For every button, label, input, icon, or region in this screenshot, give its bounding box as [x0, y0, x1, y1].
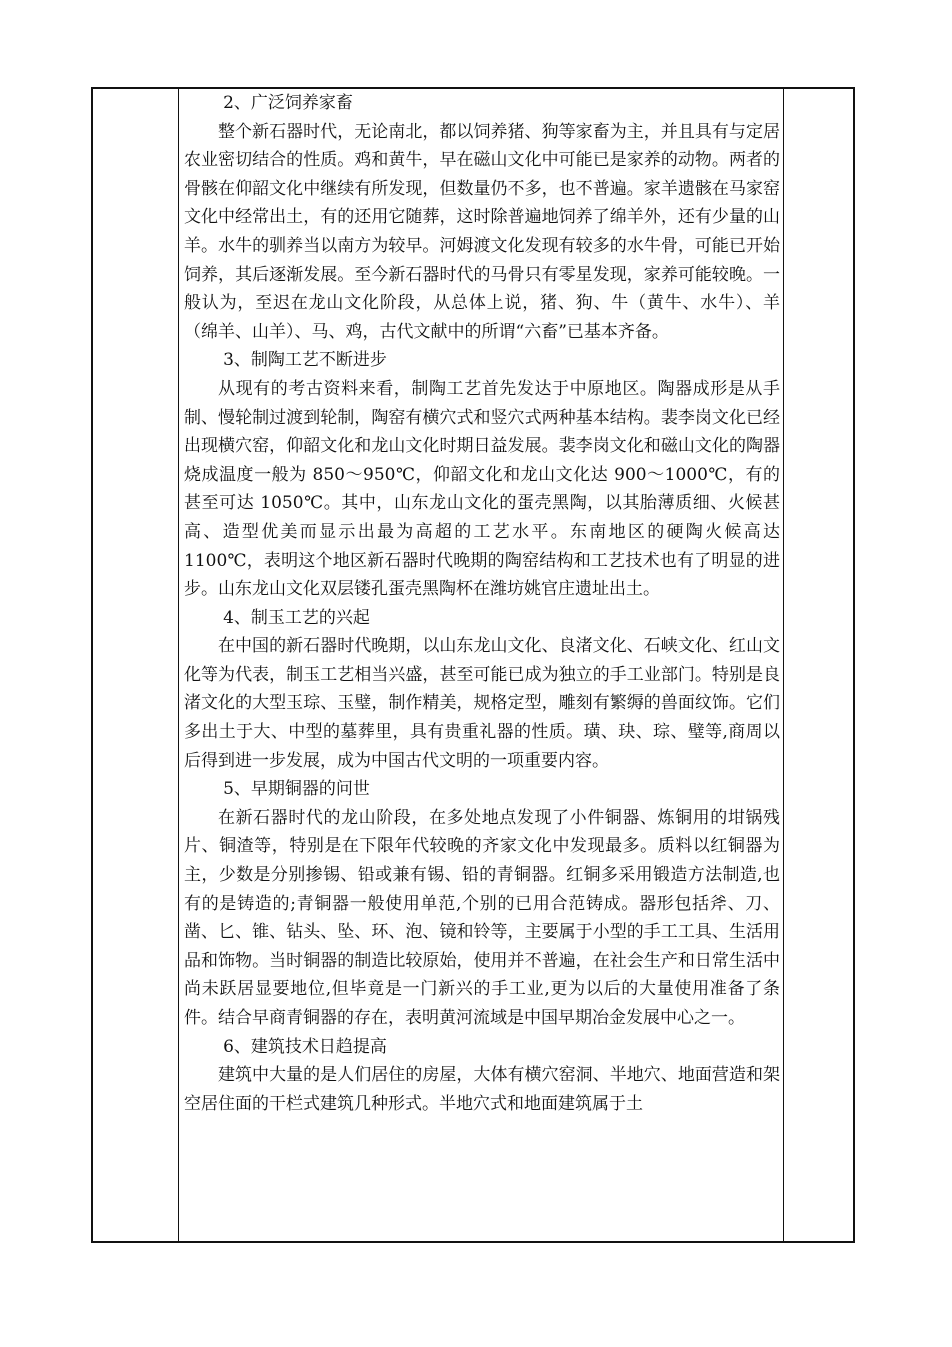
paragraph-pottery: 从现有的考古资料来看，制陶工艺首先发达于中原地区。陶器成形是从手制、慢轮制过渡到轮制，陶窑有横穴式和竖穴式两种基本结构。裴李岗文化已经出现横穴窑，仰韶文化和龙山文化时期日益发展。裴李岗文化和磁山文化的陶器烧成温度一般为 850～950℃，仰韶文化和龙山文化达 900～1000℃，有的甚至可达 1050℃。其中，山东龙山文化的蛋壳黑陶，以其胎薄质细、火候甚高、造型优美而显示出最为高超的工艺水平。东南地区的硬陶火候高达 1100℃，表明这个地区新石器时代晚期的陶窑结构和工艺技术也有了明显的进步。山东龙山文化双层镂孔蛋壳黑陶杯在潍坊姚官庄遗址出土。 — [184, 378, 780, 600]
column-divider-left — [178, 89, 179, 1241]
column-divider-right — [783, 89, 784, 1241]
document-table — [91, 87, 855, 1243]
paragraph-bronze: 在新石器时代的龙山阶段，在多处地点发现了小件铜器、炼铜用的坩锅残片、铜渣等，特别是在下限年代较晚的齐家文化中发现最多。质料以红铜器为主，少数是分别掺锡、铅或兼有锡、铅的青铜器。红铜多采用锻造方法制造,也有的是铸造的;青铜器一般使用单范,个别的已用合范铸成。器形包括斧、刀、凿、匕、锥、钻头、坠、环、泡、镜和铃等，主要属于小型的手工工具、生活用品和饰物。当时铜器的制造比较原始，使用并不普遍，在社会生产和日常生活中尚未跃居显要地位,但毕竟是一门新兴的手工业,更为以后的大量使用准备了条件。结合早商青铜器的存在，表明黄河流域是中国早期冶金发展中心之一。 — [184, 807, 780, 1028]
paragraph-jade: 在中国的新石器时代晚期，以山东龙山文化、良渚文化、石峡文化、红山文化等为代表，制玉工艺相当兴盛，甚至可能已成为独立的手工业部门。特别是良渚文化的大型玉琮、玉璧，制作精美，规格定型，雕刻有繁缛的兽面纹饰。它们多出土于大、中型的墓葬里，具有贵重礼器的性质。璜、玦、琮、璧等,商周以后得到进一步发展，成为中国古代文明的一项重要内容。 — [184, 636, 780, 771]
paragraph-architecture: 建筑中大量的是人们居住的房屋，大体有横穴窑洞、半地穴、地面营造和架空居住面的干栏式建筑几种形式。半地穴式和地面建筑属于土 — [184, 1065, 780, 1114]
section-heading-livestock: 2、广泛饲养家畜 — [223, 93, 353, 113]
section-heading-pottery: 3、制陶工艺不断进步 — [223, 350, 387, 371]
section-heading-jade: 4、制玉工艺的兴起 — [223, 607, 370, 628]
content-cell — [184, 89, 780, 1118]
section-heading-bronze: 5、早期铜器的问世 — [223, 779, 370, 800]
section-heading-architecture: 6、建筑技术日趋提高 — [223, 1036, 387, 1057]
paragraph-livestock: 整个新石器时代，无论南北，都以饲养猪、狗等家畜为主，并且具有与定居农业密切结合的性质。鸡和黄牛，早在磁山文化中可能已是家养的动物。两者的骨骸在仰韶文化中继续有所发现，但数量仍不多，也不普遍。家羊遗骸在马家窑文化中经常出土，有的还用它随葬，这时除普遍地饲养了绵羊外，还有少量的山羊。水牛的驯养当以南方为较早。河姆渡文化发现有较多的水牛骨，可能已开始饲养，其后逐渐发展。至今新石器时代的马骨只有零星发现，家养可能较晚。一般认为，至迟在龙山文化阶段，从总体上说，猪、狗、牛（黄牛、水牛）、羊（绵羊、山羊）、马、鸡，古代文献中的所谓“六畜”已基本齐备。 — [184, 121, 780, 342]
